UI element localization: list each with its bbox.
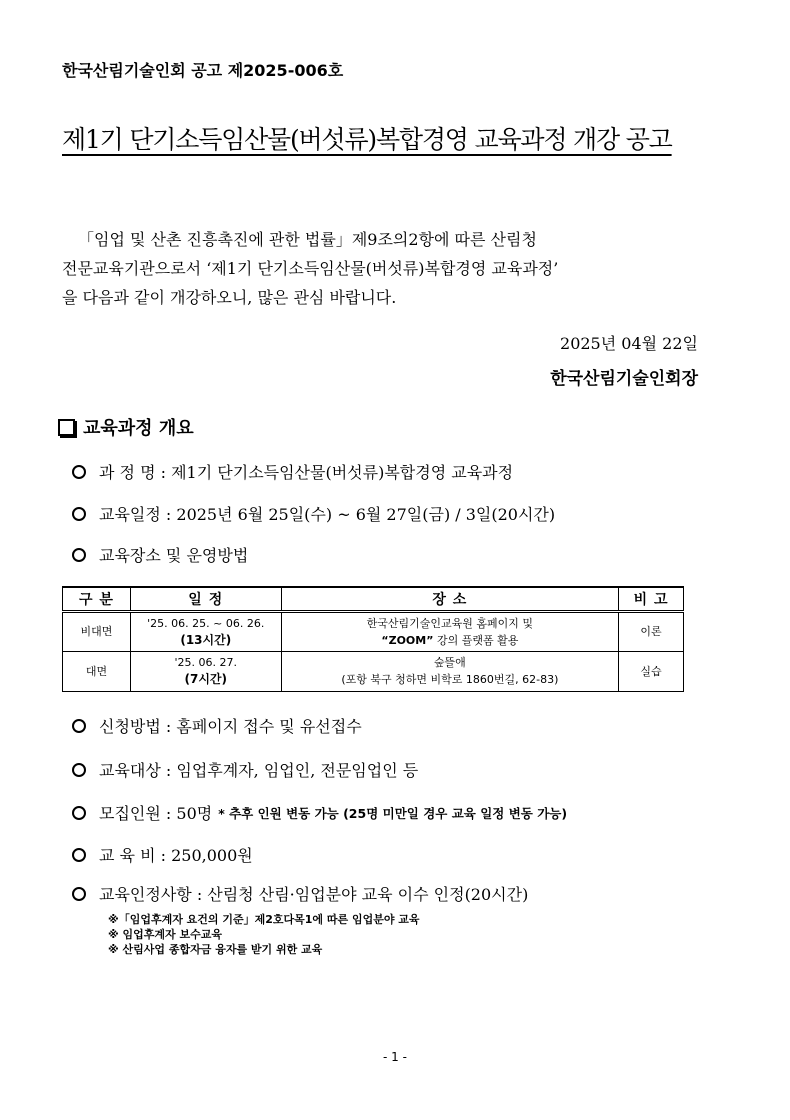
table-cell-place: [281, 651, 618, 691]
table-header-row: [63, 587, 684, 611]
circle-bullet-icon: [72, 806, 86, 820]
table-header-note: 비 고: [619, 587, 684, 611]
table-header-place: 장 소: [281, 587, 618, 611]
table-cell-place: [281, 611, 618, 651]
place-line: (포항 북구 청하면 비학로 1860번길, 62-83): [341, 673, 559, 686]
table-header-schedule: 일 정: [130, 587, 281, 611]
section-heading: [58, 414, 194, 440]
announcer-name: 한국산림기술인회장: [550, 369, 698, 389]
square-bullet-icon: [58, 419, 75, 436]
overview-course-name-text: 과 정 명 : 제1기 단기소득임산물(버섯류)복합경영 교육과정: [99, 463, 514, 482]
place-line: 숲뜰애: [433, 656, 466, 669]
table-cell-note: 실습: [619, 651, 684, 691]
table-cell-schedule: [130, 611, 281, 651]
zoom-label: “ZOOM”: [381, 633, 434, 647]
place-line-rest: 강의 플랫폼 활용: [433, 633, 519, 647]
intro-paragraph-line: 「임업 및 산촌 진흥촉진에 관한 법률」제9조의2항에 따른 산림청: [78, 230, 537, 249]
certification-note: ※ 산림사업 종합자금 융자를 받기 위한 교육: [108, 943, 323, 956]
table-row: [63, 611, 684, 651]
circle-bullet-icon: [72, 507, 86, 521]
overview-application: [72, 714, 362, 737]
intro-paragraph-line: 을 다음과 같이 개강하오니, 많은 관심 바랍니다.: [62, 288, 397, 307]
schedule-table: [62, 586, 684, 692]
schedule-hours: (13시간): [180, 632, 232, 647]
place-line: 한국산림기술인교육원 홈페이지 및: [366, 616, 534, 630]
place-line: [282, 632, 618, 649]
overview-certification: [72, 882, 528, 905]
page-number: - 1 -: [383, 1050, 407, 1064]
overview-place-method: [72, 543, 248, 566]
circle-bullet-icon: [72, 848, 86, 862]
announcement-date: 2025년 04월 22일: [560, 334, 698, 353]
overview-schedule-text: 교육일정 : 2025년 6월 25일(수) ~ 6월 27일(금) / 3일(20시간): [99, 505, 556, 524]
overview-recruit-note: * 추후 인원 변동 가능 (25명 미만일 경우 교육 일정 변동 가능): [218, 805, 568, 821]
schedule-date: '25. 06. 25. ~ 06. 26.: [147, 616, 265, 630]
schedule-hours: (7시간): [184, 672, 228, 686]
schedule-date: '25. 06. 27.: [174, 656, 238, 669]
table-cell-type: 비대면: [63, 611, 131, 651]
overview-course-name: [72, 460, 513, 483]
overview-target-text: 교육대상 : 임업후계자, 임업인, 전문임업인 등: [99, 761, 419, 780]
intro-paragraph-line: 전문교육기관으로서 ‘제1기 단기소득임산물(버섯류)복합경영 교육과정’: [62, 259, 559, 278]
certification-note: ※ 임업후계자 보수교육: [108, 928, 222, 941]
page-title: 제1기 단기소득임산물(버섯류)복합경영 교육과정 개강 공고: [62, 125, 672, 154]
circle-bullet-icon: [72, 548, 86, 562]
overview-place-method-text: 교육장소 및 운영방법: [99, 546, 249, 565]
overview-target: [72, 758, 418, 781]
table-cell-note: 이론: [619, 611, 684, 651]
certification-note: ※「임업후계자 요건의 기준」제2호다목1에 따른 임업분야 교육: [108, 913, 420, 926]
section-heading-text: 교육과정 개요: [83, 418, 194, 439]
table-header-type: 구 분: [63, 587, 131, 611]
table-cell-schedule: [130, 651, 281, 691]
overview-fee-text: 교 육 비 : 250,000원: [99, 846, 253, 865]
table-cell-type: 대면: [63, 651, 131, 691]
overview-recruit: [72, 801, 567, 824]
overview-recruit-text: 모집인원 : 50명: [99, 804, 213, 823]
overview-certification-text: 교육인정사항 : 산림청 산림·임업분야 교육 이수 인정(20시간): [99, 885, 529, 904]
circle-bullet-icon: [72, 465, 86, 479]
overview-fee: [72, 843, 253, 866]
circle-bullet-icon: [72, 887, 86, 901]
notice-number: 한국산림기술인회 공고 제2025-006호: [62, 61, 344, 80]
circle-bullet-icon: [72, 763, 86, 777]
table-row: [63, 651, 684, 691]
overview-schedule: [72, 502, 555, 525]
circle-bullet-icon: [72, 719, 86, 733]
overview-application-text: 신청방법 : 홈페이지 접수 및 유선접수: [99, 717, 362, 736]
